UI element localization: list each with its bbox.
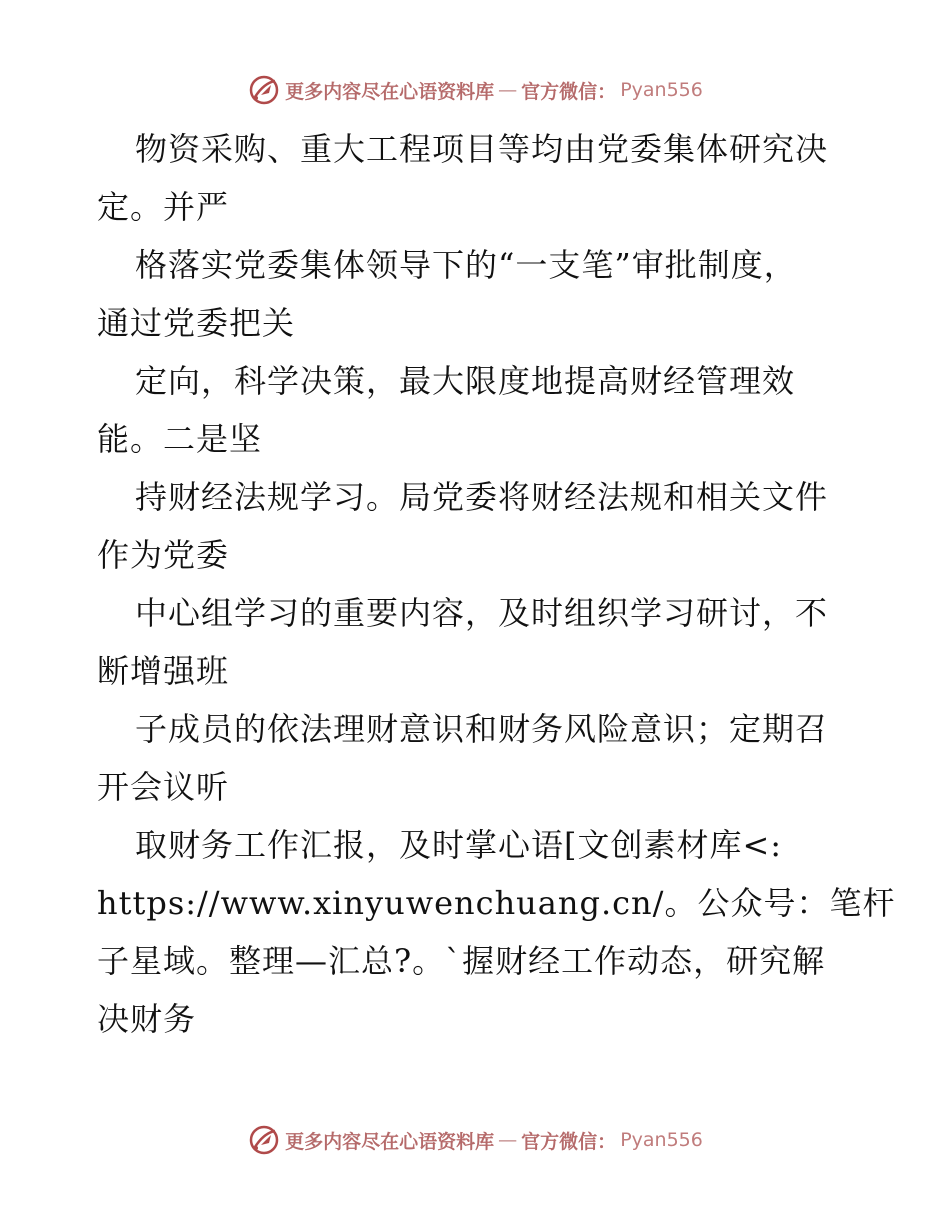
text-line: 子星域。整理—汇总?。`握财经工作动态，研究解 [97, 942, 826, 980]
text-line: 通过党委把关 [97, 304, 296, 342]
header-title: 更多内容尽在心语资料库 [285, 80, 495, 103]
header-wechat-id: Pyan556 [620, 79, 703, 101]
header-wechat-label: 官方微信： [521, 80, 617, 103]
text-line: 作为党委 [97, 536, 230, 574]
ink-pen-logo-icon [247, 1123, 281, 1157]
text-line: 中心组学习的重要内容，及时组织学习研讨，不 [135, 594, 829, 632]
text-line: 格落实党委集体领导下的“一支笔”审批制度， [135, 246, 797, 284]
text-line: 决财务 [97, 1000, 197, 1038]
footer-banner [0, 1120, 950, 1160]
text-line: 定。并严 [97, 188, 230, 226]
text-line: 持财经法规学习。局党委将财经法规和相关文件 [135, 478, 829, 516]
ink-pen-logo-icon [247, 73, 281, 107]
text-line: 断增强班 [97, 652, 230, 690]
text-line: 物资采购、重大工程项目等均由党委集体研究决 [135, 130, 829, 168]
document-body [97, 120, 896, 1048]
footer-wechat-id: Pyan556 [620, 1129, 703, 1151]
text-line: https://www.xinyuwenchuang.cn/。公众号：笔杆 [97, 884, 896, 922]
text-line: 开会议听 [97, 768, 230, 806]
header-separator: — [498, 79, 518, 101]
text-line: 能。二是坚 [97, 420, 263, 458]
footer-separator: — [498, 1129, 518, 1151]
footer-title: 更多内容尽在心语资料库 [285, 1130, 495, 1153]
footer-wechat-label: 官方微信： [521, 1130, 617, 1153]
header-banner [0, 70, 950, 110]
text-line: 取财务工作汇报，及时掌心语[文创素材库<: [135, 826, 783, 864]
text-line: 子成员的依法理财意识和财务风险意识；定期召 [135, 710, 829, 748]
text-line: 定向，科学决策，最大限度地提高财经管理效 [135, 362, 796, 400]
